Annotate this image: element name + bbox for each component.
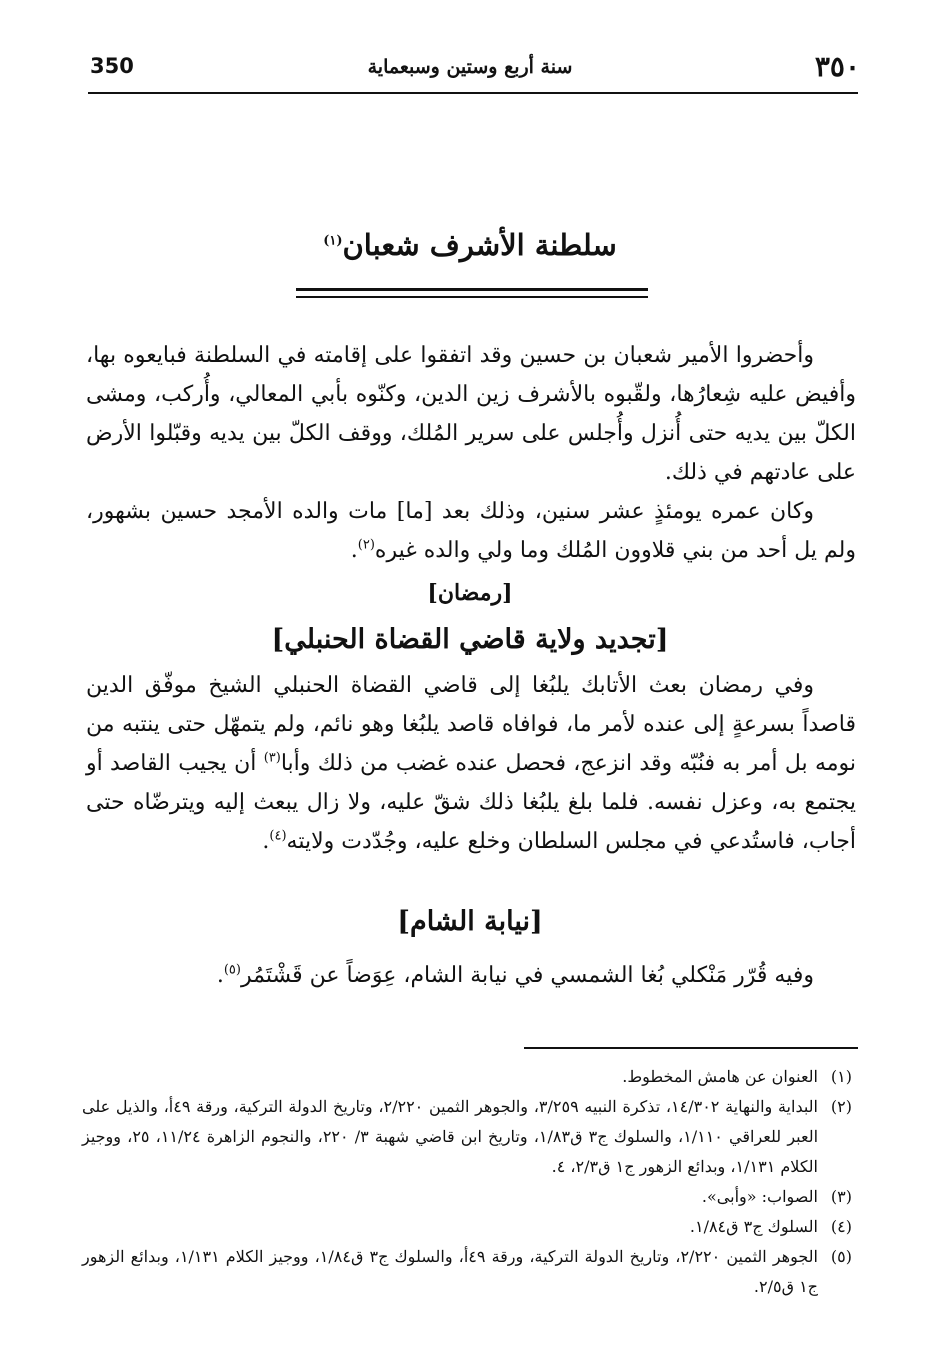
paragraph-3-text-a: وفي رمضان بعث الأتابك يلبُغا إلى قاضي القضاة الحنبلي الشيخ موفّق الدين قاصداً بسرعةٍ إلى عنده لأمر ما، فوافاه قاصد يلبُغا وهو نائم، ولم يتمهّل حتى ينتبه من نومه بل أمر به فنُبّه وقد انزعج، فحصل عنده غضب من ذلك وأبا (86, 673, 857, 776)
paragraph-2-end: . (350, 538, 358, 563)
chapter-title (0, 228, 940, 262)
running-title: سنة أربع وستين وسبعماية (367, 56, 573, 78)
subhead-hanbali: [تجديد ولاية قاضي القضاة الحنبلي] (271, 624, 669, 655)
footnote-text: الجوهر الثمين ٢/٢٢٠، وتاريخ الدولة التركية، ورقة ٤٩أ، والسلوك ج٣ ق١/٨٤، ووجيز الكلام ١/١٣١، وبدائع الزهور ج١ ق٢/٥. (82, 1247, 819, 1296)
footnote-rule (524, 1047, 858, 1049)
footnote-number: (٣) (830, 1187, 852, 1206)
paragraph-3 (86, 666, 856, 861)
header-rule (88, 92, 858, 94)
note-ref-2: (٢) (357, 537, 375, 553)
footnote-4 (82, 1212, 852, 1242)
page-header (60, 50, 880, 90)
note-ref-3: (٣) (263, 750, 281, 766)
footnotes (82, 1062, 852, 1302)
page-number-latin: 350 (90, 54, 134, 78)
page-number-arabic: ٣٥٠ (814, 50, 860, 83)
paragraph-3-text-b: أن يجيب القاصد أو يجتمع به، وعزل نفسه. فلما بلغ يلبُغا ذلك شقّ عليه، ولا زال يبعث إليه ويترضّاه حتى أجاب، فاستُدعي في مجلس السلطان وخلع عليه، وجُدّدت ولايته (86, 751, 856, 854)
subhead-ramadan: [رمضان] (427, 580, 513, 606)
note-ref-4: (٤) (269, 828, 287, 844)
footnote-number: (١) (830, 1067, 852, 1086)
title-rule-thin (296, 296, 648, 298)
footnote-number: (٥) (830, 1247, 852, 1266)
footnote-3 (82, 1182, 852, 1212)
paragraph-4-end: . (216, 963, 224, 988)
paragraph-2-text: وكان عمره يومئذٍ عشر سنين، وذلك بعد [ما] مات والده الأمجد حسين بشهور، ولم يل أحد من بني قلاوون المُلك وما ولي والده غيره (86, 499, 856, 563)
chapter-title-text: سلطنة الأشرف شعبان (342, 228, 617, 262)
footnote-text: البداية والنهاية ١٤/٣٠٢، تذكرة النبيه ٣/٢٥٩، والجوهر الثمين ٢/٢٢٠، وتاريخ الدولة التركية، ورقة ٤٩أ، والذيل على العبر للعراقي ١/١١٠، والسلوك ج٣ ق١/٨٣، وتاريخ ابن قاضي شهبة ٣/ ٢٢٠، والنجوم الزاهرة ١١/٢٤، ٢٥، ووجيز الكلام ١/١٣١، وبدائع الزهور ج١ ق٢/٣، ٤. (82, 1097, 819, 1176)
title-rule-thick (296, 288, 648, 291)
paragraph-3-end: . (262, 829, 270, 854)
paragraph-2 (86, 492, 856, 570)
paragraph-1: وأحضروا الأمير شعبان بن حسين وقد اتفقوا على إقامته في السلطنة فبايعوه بها، وأفيض عليه شِعارُها، ولقّبوه بالأشرف زين الدين، وكنّوه بأبي المعالي، وأُركب، ومشى الكلّ بين يديه حتى أُنزل وأُجلس على سرير المُلك، ووقف الكلّ بين يديه وقبّلوا الأرض على عادتهم في ذلك. (86, 343, 856, 485)
footnote-number: (٤) (830, 1217, 852, 1236)
footnote-1 (82, 1062, 852, 1092)
footnote-text: السلوك ج٣ ق١/٨٤. (689, 1217, 818, 1236)
note-ref-5: (٥) (223, 962, 241, 978)
chapter-note-ref: (١) (323, 233, 343, 249)
footnote-number: (٢) (830, 1097, 852, 1116)
footnote-2 (82, 1092, 852, 1182)
subhead-sham: [نيابة الشام] (397, 906, 543, 937)
footnote-5 (82, 1242, 852, 1302)
paragraph-4 (86, 956, 856, 995)
footnote-text: الصواب: «وأبى». (701, 1187, 818, 1206)
footnote-text: العنوان عن هامش المخطوط. (622, 1067, 818, 1086)
paragraph-4-text: وفيه قُرّر مَنْكلي بُغا الشمسي في نيابة الشام، عِوَضاً عن قَشْتَمُر (240, 963, 814, 988)
